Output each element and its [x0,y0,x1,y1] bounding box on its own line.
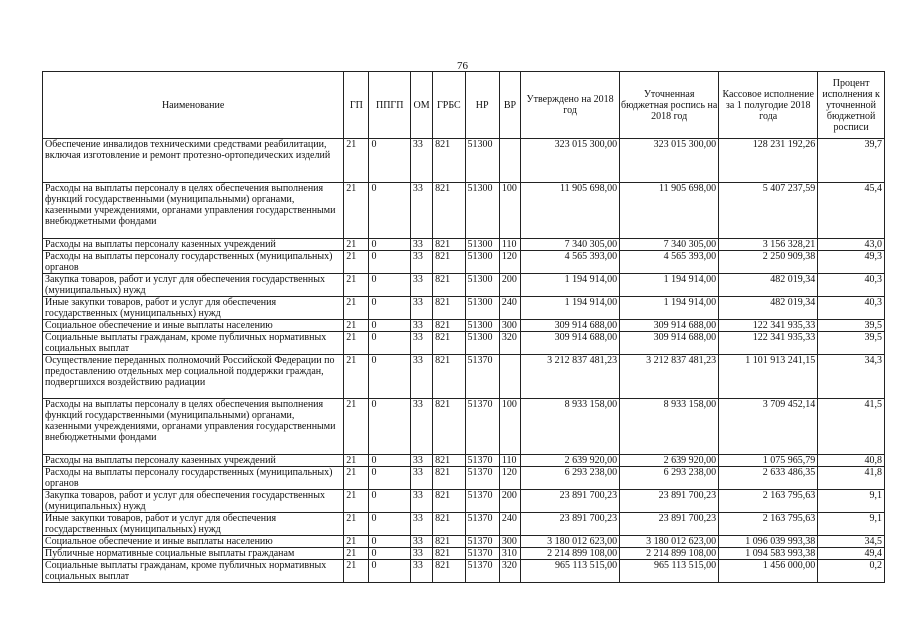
cell-utv: 6 293 238,00 [521,467,620,490]
cell-utoch: 6 293 238,00 [620,467,719,490]
cell-utv: 4 565 393,00 [521,251,620,274]
cell-kass: 1 096 039 993,38 [719,536,818,548]
cell-pgp: 0 [369,183,410,239]
cell-np: 51370 [465,455,499,467]
table-row [43,297,885,320]
cell-utv: 323 015 300,00 [521,139,620,183]
cell-grbs: 821 [433,251,465,274]
cell-om: 33 [410,560,432,583]
cell-kass: 2 163 795,63 [719,490,818,513]
cell-name: Социальное обеспечение и иные выплаты населению [43,536,344,548]
cell-np: 51370 [465,490,499,513]
cell-utoch: 1 194 914,00 [620,274,719,297]
cell-np: 51370 [465,355,499,399]
cell-name: Закупка товаров, работ и услуг для обеспечения государственных (муниципальных) нужд [43,274,344,297]
cell-grbs: 821 [433,183,465,239]
cell-kass: 1 456 000,00 [719,560,818,583]
header-approved: Утверждено на 2018 год [521,72,620,139]
table-row [43,274,885,297]
cell-utv: 3 180 012 623,00 [521,536,620,548]
cell-grbs: 821 [433,274,465,297]
cell-name: Социальные выплаты гражданам, кроме публичных нормативных социальных выплат [43,332,344,355]
cell-proc: 41,5 [818,399,885,455]
cell-proc: 39,7 [818,139,885,183]
cell-vr: 120 [499,251,520,274]
cell-kass: 1 094 583 993,38 [719,548,818,560]
header-om: ОМ [410,72,432,139]
cell-utoch: 8 933 158,00 [620,399,719,455]
cell-kass: 3 709 452,14 [719,399,818,455]
cell-om: 33 [410,467,432,490]
cell-pgp: 0 [369,320,410,332]
cell-name: Расходы на выплаты персоналу казенных учреждений [43,239,344,251]
cell-grbs: 821 [433,467,465,490]
cell-gp: 21 [344,536,369,548]
cell-gp: 21 [344,560,369,583]
cell-pgp: 0 [369,399,410,455]
header-refined: Уточненная бюджетная роспись на 2018 год [620,72,719,139]
cell-gp: 21 [344,455,369,467]
cell-utv: 309 914 688,00 [521,320,620,332]
cell-proc: 49,4 [818,548,885,560]
cell-kass: 122 341 935,33 [719,320,818,332]
cell-grbs: 821 [433,320,465,332]
cell-utv: 7 340 305,00 [521,239,620,251]
header-np: НР [465,72,499,139]
cell-utv: 2 214 899 108,00 [521,548,620,560]
table-row [43,536,885,548]
cell-proc: 39,5 [818,332,885,355]
cell-proc: 39,5 [818,320,885,332]
cell-name: Расходы на выплаты персоналу государственных (муниципальных) органов [43,251,344,274]
cell-np: 51370 [465,560,499,583]
cell-utoch: 23 891 700,23 [620,513,719,536]
cell-proc: 49,3 [818,251,885,274]
cell-kass: 482 019,34 [719,297,818,320]
cell-np: 51370 [465,536,499,548]
cell-np: 51300 [465,139,499,183]
cell-grbs: 821 [433,297,465,320]
cell-pgp: 0 [369,251,410,274]
cell-np: 51300 [465,274,499,297]
cell-np: 51370 [465,399,499,455]
table-row [43,399,885,455]
cell-proc: 34,3 [818,355,885,399]
cell-gp: 21 [344,239,369,251]
cell-gp: 21 [344,183,369,239]
header-vr: ВР [499,72,520,139]
cell-grbs: 821 [433,139,465,183]
cell-gp: 21 [344,490,369,513]
cell-utv: 965 113 515,00 [521,560,620,583]
cell-pgp: 0 [369,332,410,355]
cell-vr: 200 [499,490,520,513]
cell-om: 33 [410,490,432,513]
cell-pgp: 0 [369,139,410,183]
cell-gp: 21 [344,355,369,399]
cell-proc: 45,4 [818,183,885,239]
cell-utv: 11 905 698,00 [521,183,620,239]
cell-gp: 21 [344,467,369,490]
cell-utoch: 4 565 393,00 [620,251,719,274]
cell-utoch: 309 914 688,00 [620,320,719,332]
cell-gp: 21 [344,399,369,455]
cell-utoch: 11 905 698,00 [620,183,719,239]
cell-utoch: 7 340 305,00 [620,239,719,251]
cell-gp: 21 [344,513,369,536]
cell-gp: 21 [344,297,369,320]
cell-proc: 9,1 [818,490,885,513]
cell-name: Публичные нормативные социальные выплаты гражданам [43,548,344,560]
cell-gp: 21 [344,251,369,274]
cell-utv: 3 212 837 481,23 [521,355,620,399]
cell-name: Закупка товаров, работ и услуг для обеспечения государственных (муниципальных) нужд [43,490,344,513]
cell-gp: 21 [344,274,369,297]
cell-name: Иные закупки товаров, работ и услуг для обеспечения государственных (муниципальных) нужд [43,513,344,536]
cell-pgp: 0 [369,560,410,583]
cell-om: 33 [410,139,432,183]
cell-vr: 200 [499,274,520,297]
header-cash: Кассовое исполнение за 1 полугодие 2018 года [719,72,818,139]
cell-utv: 23 891 700,23 [521,490,620,513]
cell-proc: 40,8 [818,455,885,467]
table-row [43,239,885,251]
cell-grbs: 821 [433,355,465,399]
table-row [43,490,885,513]
cell-grbs: 821 [433,490,465,513]
cell-utv: 23 891 700,23 [521,513,620,536]
cell-vr: 300 [499,536,520,548]
cell-grbs: 821 [433,536,465,548]
cell-pgp: 0 [369,455,410,467]
cell-gp: 21 [344,548,369,560]
cell-grbs: 821 [433,332,465,355]
cell-utoch: 3 180 012 623,00 [620,536,719,548]
cell-vr: 100 [499,183,520,239]
table-row [43,139,885,183]
cell-kass: 1 101 913 241,15 [719,355,818,399]
table-row [43,513,885,536]
cell-utoch: 323 015 300,00 [620,139,719,183]
cell-om: 33 [410,536,432,548]
cell-om: 33 [410,355,432,399]
table-row [43,355,885,399]
cell-kass: 482 019,34 [719,274,818,297]
cell-vr: 240 [499,297,520,320]
table-row [43,251,885,274]
header-grbs: ГРБС [433,72,465,139]
cell-utoch: 2 214 899 108,00 [620,548,719,560]
cell-om: 33 [410,274,432,297]
cell-kass: 128 231 192,26 [719,139,818,183]
cell-proc: 9,1 [818,513,885,536]
cell-pgp: 0 [369,513,410,536]
cell-gp: 21 [344,332,369,355]
cell-name: Иные закупки товаров, работ и услуг для обеспечения государственных (муниципальных) нужд [43,297,344,320]
cell-om: 33 [410,455,432,467]
cell-utoch: 1 194 914,00 [620,297,719,320]
cell-proc: 0,2 [818,560,885,583]
cell-grbs: 821 [433,513,465,536]
cell-utoch: 965 113 515,00 [620,560,719,583]
cell-gp: 21 [344,320,369,332]
cell-kass: 5 407 237,59 [719,183,818,239]
cell-vr: 110 [499,239,520,251]
cell-vr [499,355,520,399]
cell-name: Расходы на выплаты персоналу в целях обеспечения выполнения функций государственными (муниципальными) органами, казенными учреждениями, органами управления государственными внебюджетными фондами [43,399,344,455]
table-row [43,467,885,490]
cell-grbs: 821 [433,548,465,560]
cell-name: Расходы на выплаты персоналу казенных учреждений [43,455,344,467]
cell-om: 33 [410,548,432,560]
cell-np: 51370 [465,467,499,490]
cell-np: 51300 [465,239,499,251]
cell-vr: 300 [499,320,520,332]
cell-pgp: 0 [369,239,410,251]
cell-utoch: 23 891 700,23 [620,490,719,513]
cell-om: 33 [410,332,432,355]
table-row [43,548,885,560]
cell-vr [499,139,520,183]
cell-utoch: 2 639 920,00 [620,455,719,467]
cell-gp: 21 [344,139,369,183]
cell-np: 51300 [465,332,499,355]
cell-om: 33 [410,297,432,320]
cell-name: Осуществление переданных полномочий Российской Федерации по предоставлению отдельных мер социальной поддержки граждан, подвергшихся воздействию радиации [43,355,344,399]
cell-np: 51370 [465,548,499,560]
cell-utv: 8 933 158,00 [521,399,620,455]
cell-proc: 40,3 [818,297,885,320]
cell-kass: 122 341 935,33 [719,332,818,355]
cell-pgp: 0 [369,274,410,297]
cell-vr: 240 [499,513,520,536]
budget-table [42,71,885,583]
cell-pgp: 0 [369,297,410,320]
cell-proc: 40,3 [818,274,885,297]
header-gp: ГП [344,72,369,139]
cell-pgp: 0 [369,467,410,490]
cell-np: 51300 [465,297,499,320]
cell-kass: 2 633 486,35 [719,467,818,490]
cell-om: 33 [410,320,432,332]
cell-name: Социальное обеспечение и иные выплаты населению [43,320,344,332]
cell-pgp: 0 [369,548,410,560]
table-row [43,455,885,467]
cell-kass: 1 075 965,79 [719,455,818,467]
cell-np: 51300 [465,251,499,274]
cell-om: 33 [410,399,432,455]
cell-np: 51300 [465,183,499,239]
cell-kass: 2 163 795,63 [719,513,818,536]
cell-vr: 310 [499,548,520,560]
table-header-row [43,72,885,139]
table-row [43,183,885,239]
page-number: 76 [457,60,468,72]
cell-grbs: 821 [433,399,465,455]
cell-om: 33 [410,251,432,274]
cell-name: Расходы на выплаты персоналу в целях обеспечения выполнения функций государственными (муниципальными) органами, казенными учреждениями, органами управления государственными внебюджетными фондами [43,183,344,239]
cell-utoch: 309 914 688,00 [620,332,719,355]
cell-om: 33 [410,183,432,239]
cell-pgp: 0 [369,355,410,399]
cell-proc: 34,5 [818,536,885,548]
cell-proc: 41,8 [818,467,885,490]
cell-np: 51370 [465,513,499,536]
header-pgp: ППГП [369,72,410,139]
cell-name: Обеспечение инвалидов техническими средствами реабилитации, включая изготовление и ремонт протезно-ортопедических изделий [43,139,344,183]
table-row [43,332,885,355]
header-name: Наименование [43,72,344,139]
cell-om: 33 [410,513,432,536]
cell-vr: 110 [499,455,520,467]
table-row [43,320,885,332]
header-percent: Процент исполнения к уточненной бюджетной росписи [818,72,885,139]
cell-np: 51300 [465,320,499,332]
cell-utv: 1 194 914,00 [521,297,620,320]
cell-vr: 320 [499,332,520,355]
cell-grbs: 821 [433,239,465,251]
cell-name: Социальные выплаты гражданам, кроме публичных нормативных социальных выплат [43,560,344,583]
cell-vr: 120 [499,467,520,490]
cell-utv: 2 639 920,00 [521,455,620,467]
cell-vr: 320 [499,560,520,583]
cell-name: Расходы на выплаты персоналу государственных (муниципальных) органов [43,467,344,490]
cell-kass: 2 250 909,38 [719,251,818,274]
cell-utv: 1 194 914,00 [521,274,620,297]
cell-proc: 43,0 [818,239,885,251]
cell-grbs: 821 [433,560,465,583]
cell-pgp: 0 [369,536,410,548]
cell-utv: 309 914 688,00 [521,332,620,355]
cell-om: 33 [410,239,432,251]
cell-kass: 3 156 328,21 [719,239,818,251]
cell-utoch: 3 212 837 481,23 [620,355,719,399]
cell-pgp: 0 [369,490,410,513]
cell-vr: 100 [499,399,520,455]
table-row [43,560,885,583]
cell-grbs: 821 [433,455,465,467]
